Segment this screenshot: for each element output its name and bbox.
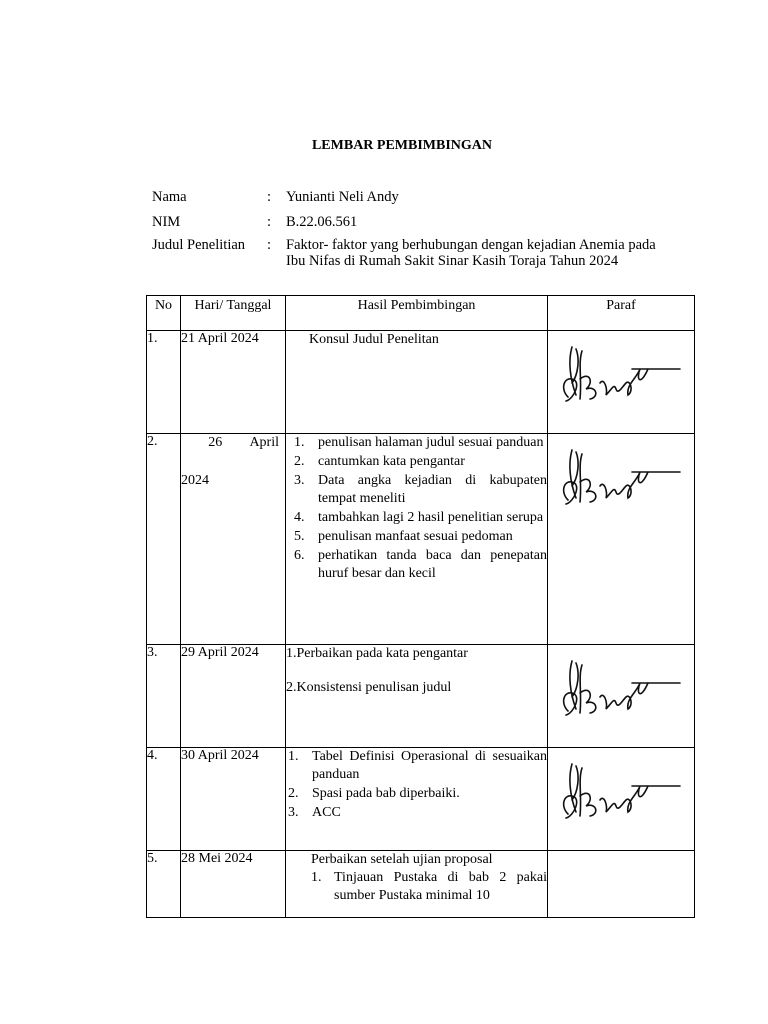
item-number: 2. <box>288 786 299 801</box>
judul-label: Judul Penelitian <box>152 237 246 253</box>
row-no: 2. <box>147 434 181 645</box>
row-result <box>286 645 548 748</box>
judul-value: Faktor- faktor yang berhubungan dengan kejadian Anemia pada Ibu Nifas di Rumah Sakit Sinar Kasih Toraja Tahun 2024 <box>286 237 656 269</box>
list-item <box>286 804 547 822</box>
row-sign <box>548 748 695 851</box>
guidance-table <box>146 295 695 918</box>
item-text: Spasi pada bab diperbaiki. <box>312 786 460 801</box>
item-number: 1. <box>311 870 322 885</box>
list-item <box>286 434 547 452</box>
date-year: 2024 <box>181 473 209 488</box>
item-text: perhatikan tanda baca dan penepatan huruf besar dan kecil <box>318 548 547 581</box>
row-sign <box>548 331 695 434</box>
row-result <box>286 434 548 645</box>
item-text: tambahkan lagi 2 hasil penelitian serupa <box>318 510 544 525</box>
row-no: 3. <box>147 645 181 748</box>
header-result: Hasil Pembimbingan <box>286 296 548 331</box>
item-number: 1. <box>288 749 299 764</box>
table-row <box>147 748 695 851</box>
info-judul-row <box>152 237 682 291</box>
item-number: 2. <box>294 454 305 469</box>
judul-colon: : <box>267 237 272 253</box>
item-text: cantumkan kata pengantar <box>318 454 465 469</box>
row-result <box>286 331 548 434</box>
list-item <box>286 547 547 583</box>
result-intro: Konsul Judul Penelitan <box>309 332 439 347</box>
date-month: April <box>249 435 279 450</box>
row-date: 28 Mei 2024 <box>181 851 286 918</box>
row-date: 30 April 2024 <box>181 748 286 851</box>
row-date-top <box>181 434 285 490</box>
table-header-row <box>147 296 695 331</box>
nim-value: B.22.06.561 <box>286 214 358 230</box>
row-result <box>286 851 548 918</box>
list-item <box>286 472 547 508</box>
result-line: 2.Konsistensi penulisan judul <box>286 680 452 695</box>
list-item <box>286 509 547 527</box>
header-sign: Paraf <box>548 296 695 331</box>
list-item <box>286 453 547 471</box>
row-no: 4. <box>147 748 181 851</box>
result-intro: Perbaikan setelah ujian proposal <box>311 852 493 867</box>
result-line: 1.Perbaikan pada kata pengantar <box>286 646 468 661</box>
info-nama-row <box>152 188 682 208</box>
item-text: Tinjauan Pustaka di bab 2 pakai sumber Pustaka minimal 10 <box>334 870 547 903</box>
row-no: 5. <box>147 851 181 918</box>
list-item <box>286 785 547 803</box>
item-text: penulisan halaman judul sesuai panduan <box>318 435 544 450</box>
table-row <box>147 331 695 434</box>
table-row <box>147 434 695 645</box>
item-number: 3. <box>294 473 305 488</box>
result-list <box>286 748 547 822</box>
nama-label: Nama <box>152 189 187 205</box>
item-number: 3. <box>288 805 299 820</box>
row-result <box>286 748 548 851</box>
date-day: 26 <box>208 435 223 450</box>
nim-colon: : <box>267 214 272 230</box>
header-no: No <box>147 296 181 331</box>
item-text: Tabel Definisi Operasional di sesuaikan panduan <box>312 749 547 782</box>
info-nim-row <box>152 213 682 233</box>
list-item <box>286 528 547 546</box>
table-row <box>147 645 695 748</box>
row-sign <box>548 645 695 748</box>
item-text: Data angka kejadian di kabupaten tempat meneliti <box>318 473 547 506</box>
signature-mark <box>556 653 686 723</box>
row-sign <box>548 851 695 918</box>
row-no: 1. <box>147 331 181 434</box>
signature-mark <box>556 442 686 512</box>
header-date: Hari/ Tanggal <box>181 296 286 331</box>
list-item <box>286 869 547 905</box>
row-sign <box>548 434 695 645</box>
nim-label: NIM <box>152 214 181 230</box>
nama-colon: : <box>267 189 272 205</box>
result-list <box>286 434 547 583</box>
list-item <box>286 748 547 784</box>
item-number: 6. <box>294 548 305 563</box>
nama-value: Yunianti Neli Andy <box>286 189 399 205</box>
item-number: 1. <box>294 435 305 450</box>
item-number: 5. <box>294 529 305 544</box>
row-date <box>181 434 286 645</box>
signature-mark <box>556 339 686 409</box>
item-text: ACC <box>312 805 341 820</box>
item-text: penulisan manfaat sesuai pedoman <box>318 529 513 544</box>
document-title: LEMBAR PEMBIMBINGAN <box>311 138 493 153</box>
result-list <box>286 869 547 905</box>
item-number: 4. <box>294 510 305 525</box>
row-date: 29 April 2024 <box>181 645 286 748</box>
row-date: 21 April 2024 <box>181 331 286 434</box>
signature-mark <box>556 756 686 826</box>
table-row <box>147 851 695 918</box>
